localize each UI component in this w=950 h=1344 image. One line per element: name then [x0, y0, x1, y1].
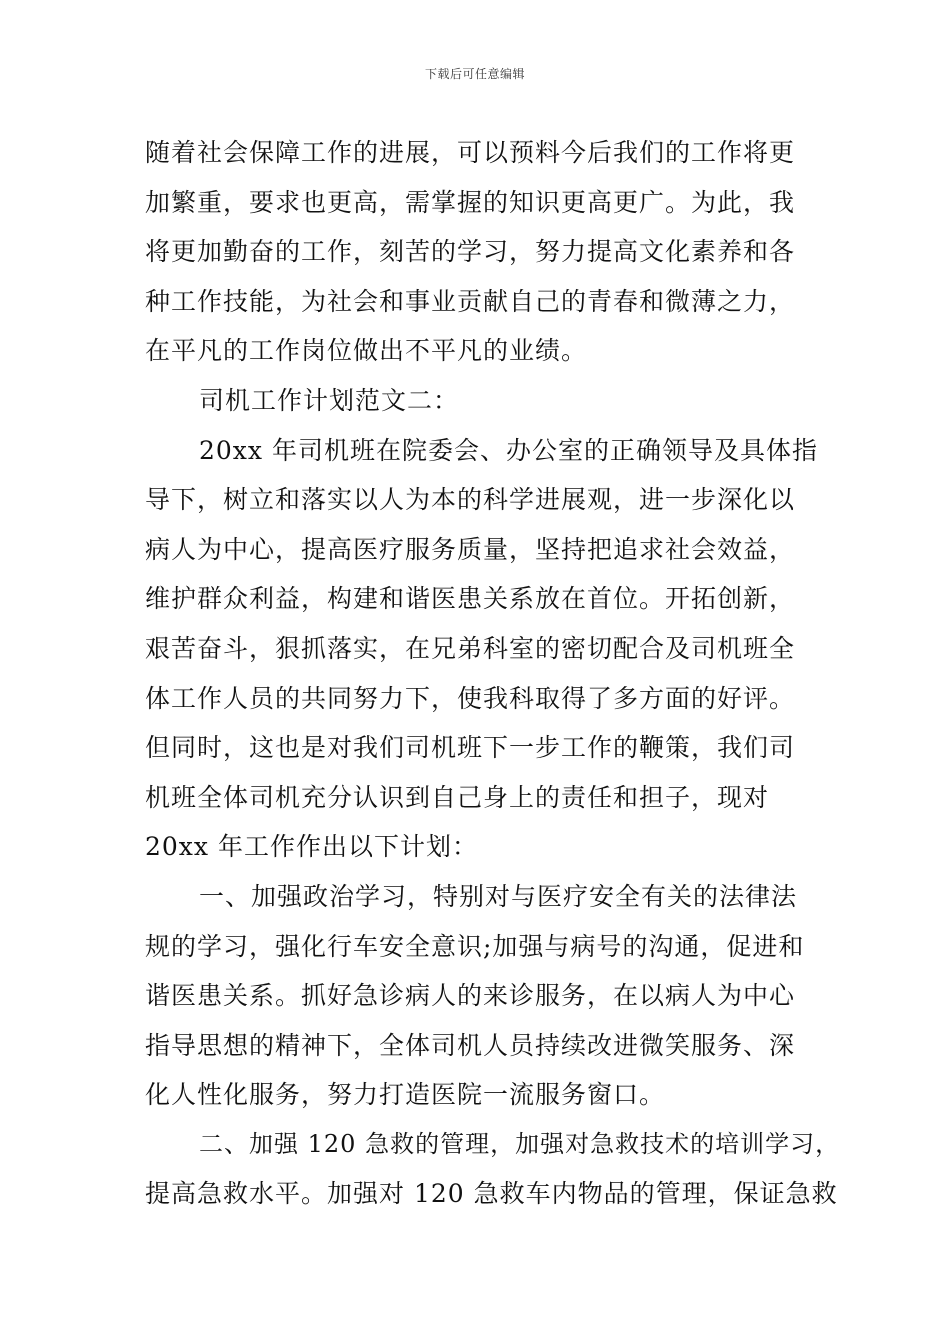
text-line: 导下，树立和落实以人为本的科学进展观，进一步深化以: [145, 485, 796, 515]
page-header: 下载后可任意编辑: [424, 67, 525, 81]
text-line: 规的学习，强化行车安全意识;加强与病号的沟通，促进和: [145, 931, 805, 961]
text-line: 一、加强政治学习，特别对与医疗安全有关的法律法: [199, 881, 798, 911]
text-line: 加繁重，要求也更高，需掌握的知识更高更广。为此，我: [145, 187, 796, 217]
text-line: 但同时，这也是对我们司机班下一步工作的鞭策，我们司: [145, 733, 796, 763]
text-line: 司机工作计划范文二：: [199, 385, 460, 415]
text-line: 随着社会保障工作的进展，可以预料今后我们的工作将更: [145, 138, 796, 167]
text-line: 机班全体司机充分认识到自己身上的责任和担子，现对: [145, 782, 770, 812]
text-line: 维护群众利益，构建和谐医患关系放在首位。开拓创新，: [145, 584, 796, 614]
document-body: [145, 128, 841, 1219]
text-line: 种工作技能，为社会和事业贡献自己的青春和微薄之力，: [145, 286, 796, 316]
text-line: 指导思想的精神下，全体司机人员持续改进微笑服务、深: [145, 1030, 796, 1060]
text-line: 体工作人员的共同努力下，使我科取得了多方面的好评。: [145, 683, 796, 713]
text-line: 20xx 年工作作出以下计划：: [145, 832, 478, 862]
text-line: 20xx 年司机班在院委会、办公室的正确领导及具体指: [199, 435, 818, 465]
text-line: 艰苦奋斗，狠抓落实，在兄弟科室的密切配合及司机班全: [145, 633, 796, 663]
text-line: 谐医患关系。抓好急诊病人的来诊服务，在以病人为中心: [145, 981, 796, 1011]
text-line: 化人性化服务，努力打造医院一流服务窗口。: [145, 1080, 666, 1110]
text-line: 二、加强 120 急救的管理，加强对急救技术的培训学习，: [199, 1129, 841, 1158]
text-line: 在平凡的工作岗位做出不平凡的业绩。: [145, 336, 588, 366]
text-line: 提高急救水平。加强对 120 急救车内物品的管理，保证急救: [145, 1179, 838, 1209]
text-line: 病人为中心，提高医疗服务质量，坚持把追求社会效益，: [145, 534, 796, 564]
text-line: 将更加勤奋的工作，刻苦的学习，努力提高文化素养和各: [145, 237, 796, 267]
